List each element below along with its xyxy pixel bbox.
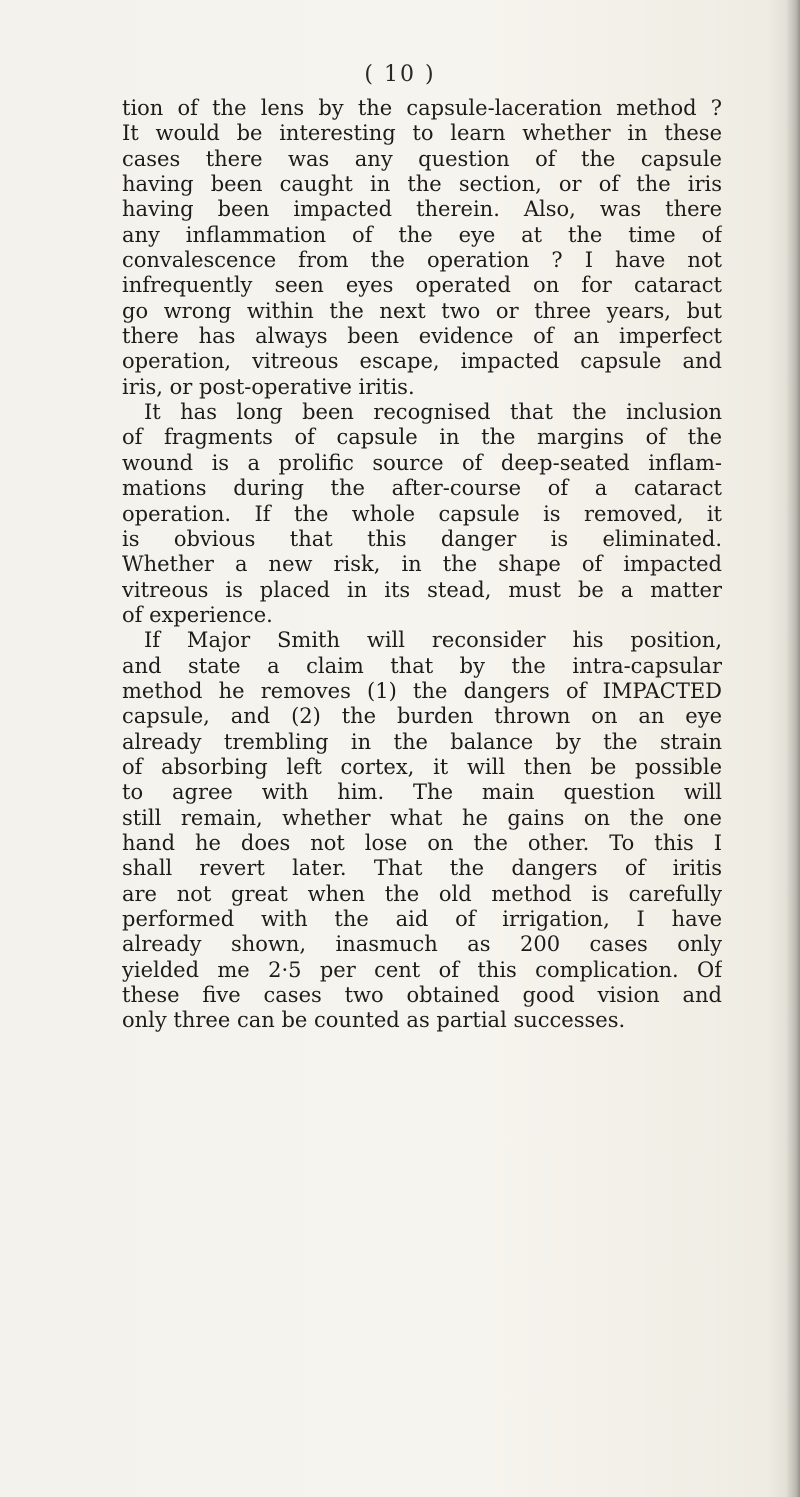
text-line: iris, or post-operative iritis.	[122, 374, 415, 399]
text-line: already shown, inasmuch as 200 cases only	[122, 932, 722, 957]
text-line: and state a claim that by the intra-capsular	[122, 653, 722, 678]
paragraph-1	[122, 96, 722, 400]
text-line: If Major Smith will reconsider his position,	[144, 628, 722, 653]
text-line: method he removes (1) the dangers of IMPACTED	[122, 678, 722, 703]
text-line: hand he does not lose on the other. To this I	[122, 830, 722, 855]
text-line: having been caught in the section, or of the iris	[122, 172, 722, 197]
text-line: is obvious that this danger is eliminated.	[122, 526, 722, 551]
text-line: performed with the aid of irrigation, I have	[122, 907, 722, 931]
text-line: these five cases two obtained good vision and	[122, 983, 722, 1008]
text-line: infrequently seen eyes operated on for cataract	[122, 273, 722, 298]
text-line: of fragments of capsule in the margins of the	[122, 425, 722, 450]
text-line: go wrong within the next two or three years, but	[122, 298, 722, 323]
text-line: any inflammation of the eye at the time of	[122, 222, 722, 247]
text-line: mations during the after-course of a cataract	[122, 476, 722, 501]
body-text	[122, 96, 722, 1034]
text-line: to agree with him. The main question will	[122, 780, 722, 805]
page-number: ( 10 )	[364, 62, 436, 87]
text-line: cases there was any question of the capsule	[122, 146, 722, 171]
text-line: It has long been recognised that the inclusion	[144, 400, 722, 425]
text-line: already trembling in the balance by the strain	[122, 729, 722, 754]
text-line: It would be interesting to learn whether in these	[122, 121, 722, 146]
page-edge-shadow	[786, 0, 800, 1497]
text-line: wound is a prolific source of deep-seated inflam-	[122, 450, 722, 475]
text-line: yielded me 2·5 per cent of this complication. Of	[122, 957, 722, 982]
text-line: vitreous is placed in its stead, must be a matter	[122, 577, 722, 602]
text-line: still remain, whether what he gains on the one	[122, 805, 722, 830]
text-line: of experience.	[122, 602, 273, 627]
paragraph-3	[122, 628, 722, 1034]
text-line: having been impacted therein. Also, was there	[122, 197, 722, 222]
text-line: of absorbing left cortex, it will then be possible	[122, 754, 722, 779]
text-line: operation. If the whole capsule is removed, it	[122, 501, 722, 526]
text-line: operation, vitreous escape, impacted capsule and	[122, 349, 722, 374]
paragraph-2	[122, 400, 722, 628]
text-line: only three can be counted as partial successes.	[122, 1008, 626, 1033]
text-line: convalescence from the operation ? I have not	[122, 248, 722, 273]
text-line: capsule, and (2) the burden thrown on an eye	[122, 704, 722, 729]
text-line: are not great when the old method is carefully	[122, 881, 722, 906]
text-line: shall revert later. That the dangers of iritis	[122, 856, 722, 881]
text-line: there has always been evidence of an imperfect	[122, 324, 722, 349]
text-line: Whether a new risk, in the shape of impacted	[122, 552, 722, 577]
text-line: tion of the lens by the capsule-laceration method ?	[122, 96, 722, 120]
